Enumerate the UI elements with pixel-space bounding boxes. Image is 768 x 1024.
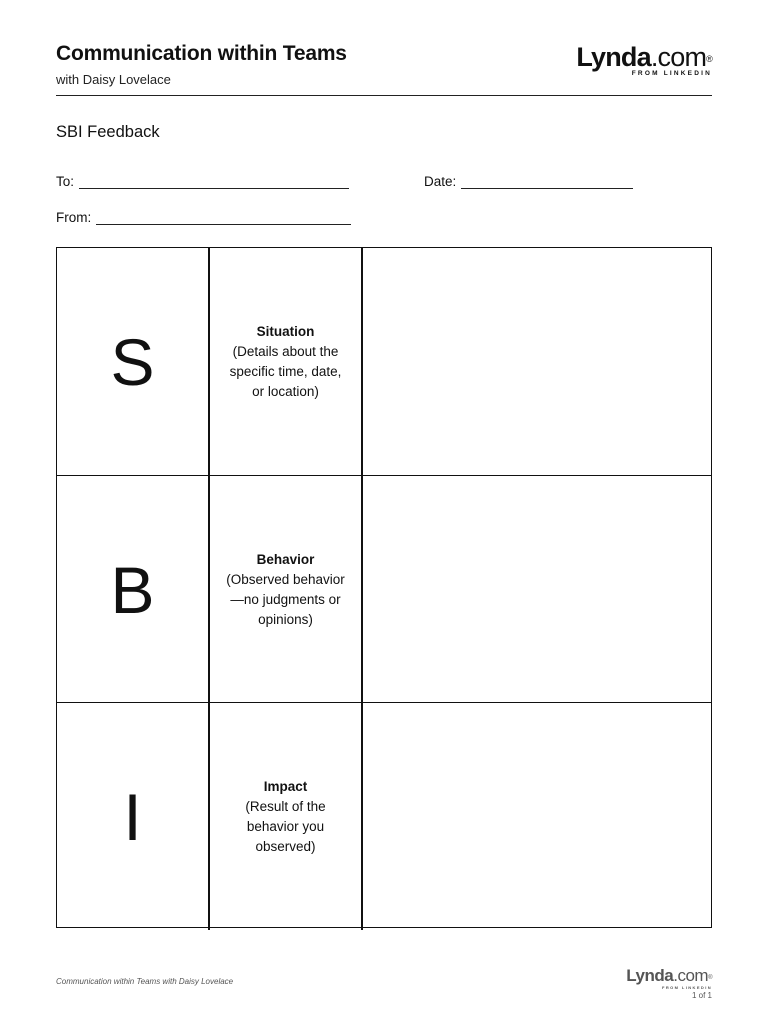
page-number: 1 of 1	[691, 991, 712, 1000]
from-label: From:	[56, 210, 92, 225]
document-header	[56, 42, 712, 96]
footer-course-text: Communication within Teams with Daisy Lovelace	[56, 977, 234, 986]
row-heading: Impact	[263, 778, 308, 794]
section-title: SBI Feedback	[56, 123, 160, 141]
row-description-cell	[210, 703, 363, 930]
to-label: To:	[56, 174, 75, 189]
logo-tagline: FROM LINKEDIN	[631, 70, 712, 77]
row-notes-cell	[363, 703, 711, 930]
row-description: (Details about the specific time, date, or location)	[229, 343, 342, 399]
date-blank-line	[461, 175, 633, 189]
date-label: Date:	[424, 174, 457, 189]
course-instructor: with Daisy Lovelace	[56, 72, 171, 87]
table-row-situation	[57, 248, 711, 475]
lynda-logo	[576, 42, 712, 77]
row-notes-cell	[363, 248, 711, 475]
row-description-cell	[210, 248, 363, 475]
row-notes-cell	[363, 476, 711, 703]
table-row-behavior	[57, 475, 711, 703]
course-title: Communication within Teams	[56, 42, 347, 65]
row-letter: S	[57, 248, 210, 475]
logo-wordmark: Lynda.com®	[576, 42, 712, 72]
row-description-cell	[210, 476, 363, 703]
row-description: (Result of the behavior you observed)	[245, 798, 326, 854]
to-field	[56, 174, 349, 189]
footer-logo-tagline: FROM LINKEDIN	[662, 985, 712, 990]
header-divider	[56, 95, 712, 96]
footer-lynda-logo	[626, 966, 712, 990]
row-description: (Observed behavior—no judgments or opinions)	[226, 571, 345, 627]
row-heading: Behavior	[256, 551, 315, 567]
sbi-table	[56, 247, 712, 928]
from-field	[56, 210, 351, 225]
table-row-impact	[57, 702, 711, 930]
row-heading: Situation	[256, 323, 315, 339]
footer-logo-wordmark: Lynda.com®	[626, 966, 712, 985]
to-blank-line	[79, 175, 349, 189]
date-field	[424, 174, 633, 189]
from-blank-line	[96, 211, 351, 225]
row-letter: I	[57, 703, 210, 930]
row-letter: B	[57, 476, 210, 703]
